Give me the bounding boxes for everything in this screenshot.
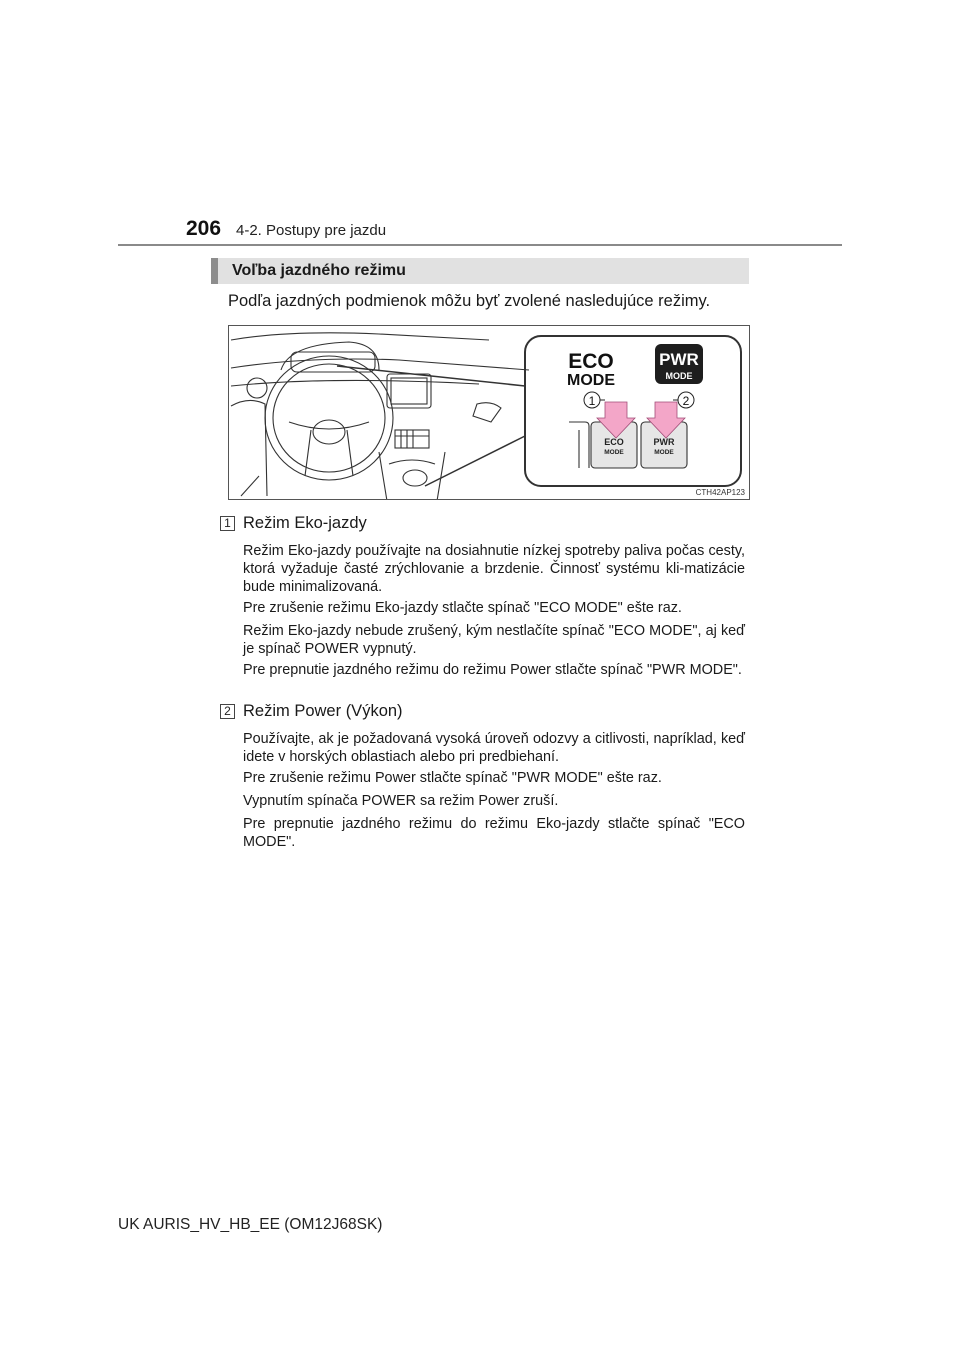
item-2-paragraph: Pre zrušenie režimu Power stlačte spínač "PWR MODE" ešte raz. (243, 770, 662, 786)
chapter-title: 4-2. Postupy pre jazdu (236, 222, 387, 239)
item-1-title: Režim Eko-jazdy (243, 514, 367, 532)
item-2-title: Režim Power (Výkon) (243, 702, 403, 720)
eco-switch-label: ECO (604, 437, 624, 447)
figure-code: CTH42AP123 (695, 488, 745, 497)
page-footer: UK AURIS_HV_HB_EE (OM12J68SK) (118, 1216, 383, 1233)
eco-switch-sub: MODE (604, 449, 624, 456)
pwr-mode-label-sub: MODE (665, 371, 693, 381)
pwr-switch-sub: MODE (654, 449, 674, 456)
callout-2-label: 2 (682, 394, 690, 408)
item-1-paragraph: Pre prepnutie jazdného režimu do režimu Power stlačte spínač "PWR MODE". (243, 662, 742, 678)
item-2-badge: 2 (220, 704, 235, 719)
item-1-paragraph: Režim Eko-jazdy nebude zrušený, kým nestlačíte spínač "ECO MODE", aj keď je spínač POWER vypnutý. (243, 623, 745, 657)
header-divider (118, 244, 842, 246)
eco-mode-label: ECO (568, 350, 614, 373)
eco-mode-label-sub: MODE (567, 372, 615, 389)
callout-1-label: 1 (588, 394, 596, 408)
section-intro: Podľa jazdných podmienok môžu byť zvolené nasledujúce režimy. (228, 292, 711, 310)
item-2-paragraph: Používajte, ak je požadovaná vysoká úroveň odozvy a citlivosti, napríklad, keď idete v horských oblastiach alebo pri predbiehaní. (243, 731, 745, 765)
section-title: Voľba jazdného režimu (232, 262, 406, 279)
dashboard-illustration (228, 325, 750, 500)
page-number: 206 (186, 217, 222, 240)
item-1-badge: 1 (220, 516, 235, 531)
item-1-paragraph: Režim Eko-jazdy používajte na dosiahnutie nízkej spotreby paliva počas cesty, ktorá vyžaduje časté zrýchlovanie a brzdenie. Činnosť systému kli-matizácie bude minimalizovaná. (243, 543, 745, 595)
pwr-switch-label: PWR (653, 437, 675, 447)
dashboard-drawing (229, 326, 750, 500)
pwr-mode-label: PWR (659, 350, 699, 369)
section-heading-bar (211, 258, 749, 284)
item-2-paragraph: Vypnutím spínača POWER sa režim Power zruší. (243, 793, 559, 809)
item-1-paragraph: Pre zrušenie režimu Eko-jazdy stlačte spínač "ECO MODE" ešte raz. (243, 600, 682, 616)
item-2-paragraph: Pre prepnutie jazdného režimu do režimu Eko-jazdy stlačte spínač "ECO MODE". (243, 816, 745, 850)
